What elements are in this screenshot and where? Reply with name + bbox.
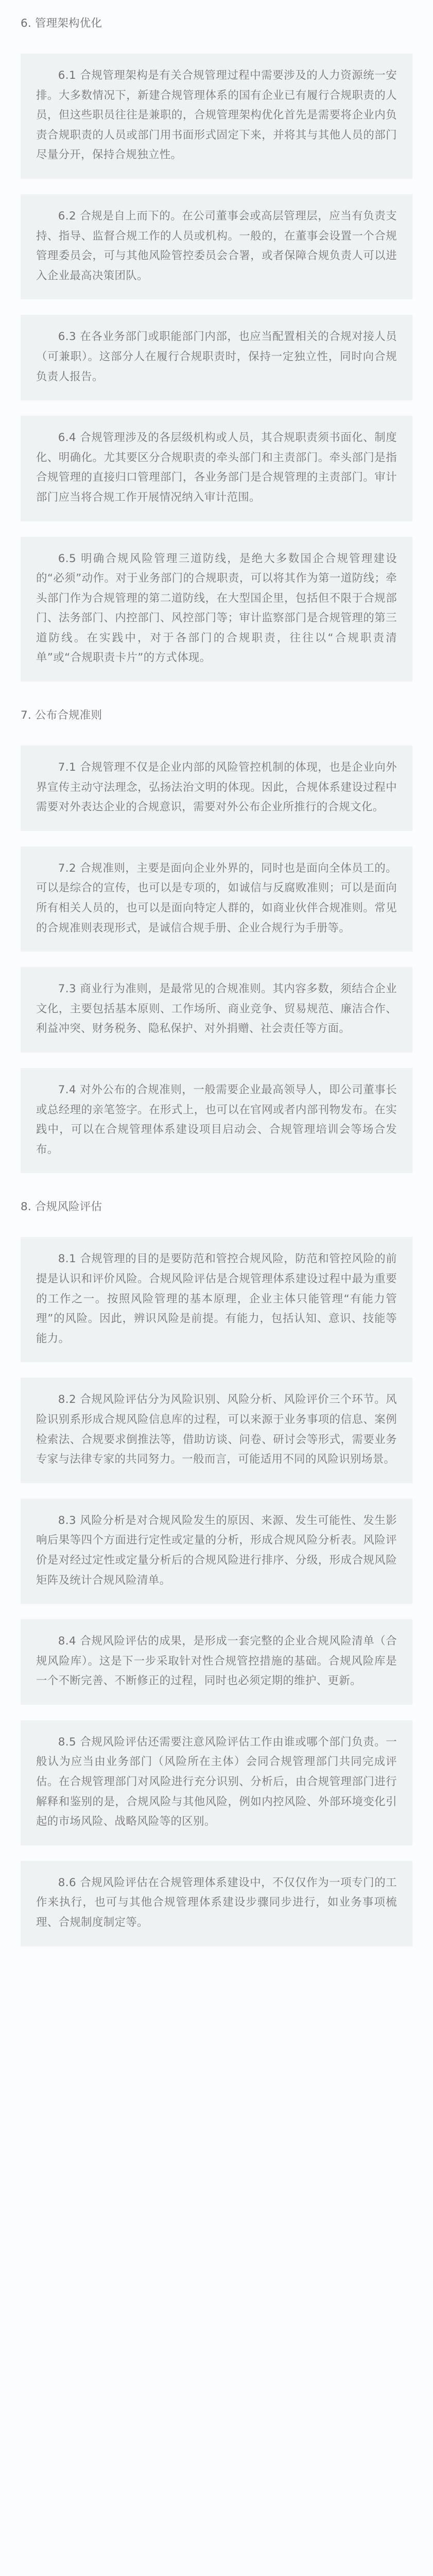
paragraph-text: 7.1 合规管理不仅是企业内部的风险管控机制的体现，也是企业向外界宣传主动守法理念，弘扬法治文明的体现。因此，合规体系建设过程中需要对外表达企业的合规意识，需要对外公布企业所推行的合规文化。 [36,761,397,814]
paragraph-card-8-3 [21,1499,412,1604]
paragraph-text: 8.1 合规管理的目的是要防范和管控合规风险，防范和管控风险的前提是认识和评价风险。合规风险评估是合规管理体系建设过程中最为重要的工作之一。按照风险管理的基本原理，企业主体只能管理“有能力管理”的风险。因此，辨识风险是前提。有能力，包括认知、意识、技能等能力。 [36,1252,397,1345]
paragraph-text: 8.6 合规风险评估在合规管理体系建设中，不仅仅作为一项专门的工作来执行，也可与其他合规管理体系建设步骤同步进行，如业务事项梳理、合规制度制定等。 [36,1876,397,1929]
paragraph-card-7-2 [21,846,412,952]
paragraph-card-7-3 [21,967,412,1053]
paragraph-text: 6.1 合规管理架构是有关合规管理过程中需要涉及的人力资源统一安排。大多数情况下，新建合规管理体系的国有企业已有履行合规职责的人员，但这些职员往往是兼职的，合规管理架构优化首先是需要将企业内负责合规职责的人员或部门用书面形式固定下来，并将其与其他人员的部门尽量分开，保持合规独立性。 [36,69,397,162]
paragraph-card-8-5 [21,1720,412,1845]
paragraph-card-6-2 [21,194,412,299]
section-title-6: 6. 管理架构优化 [21,17,102,30]
paragraph-text: 6.3 在各业务部门或职能部门内部，也应当配置相关的合规对接人员（可兼职）。这部分人在履行合规职责时，保持一定独立性，同时向合规负责人报告。 [36,330,397,383]
paragraph-card-6-3 [21,315,412,400]
paragraph-card-6-1 [21,54,412,179]
paragraph-text: 6.4 合规管理涉及的各层级机构或人员，其合规职责须书面化、制度化、明确化。尤其要区分合规职责的牵头部门和主责部门。牵头部门是指合规管理的直接归口管理部门，各业务部门是合规管理的主责部门。审计部门应当将合规工作开展情况纳入审计范围。 [36,431,397,504]
paragraph-card-8-2 [21,1378,412,1483]
paragraph-card-8-4 [21,1619,412,1705]
paragraph-text: 8.5 合规风险评估还需要注意风险评估工作由谁或哪个部门负责。一般认为应当由业务部门（风险所在主体）会同合规管理部门共同完成评估。在合规管理部门对风险进行充分识别、分析后，由合规管理部门进行解释和鉴别的是，合规风险与其他风险，例如内控风险、外部环境变化引起的市场风险、战略风险等的区别。 [36,1735,397,1828]
section-spacer [0,682,433,701]
paragraph-text: 8.3 风险分析是对合规风险发生的原因、来源、发生可能性、发生影响后果等四个方面进行定性或定量的分析，形成合规风险分析表。风险评价是对经过定性或定量分析后的合规风险进行排序、分级，形成合规风险矩阵及统计合规风险清单。 [36,1514,397,1587]
paragraph-card-7-4 [21,1068,412,1173]
paragraph-text: 7.4 对外公布的合规准则，一般需要企业最高领导人，即公司董事长或总经理的亲笔签字。在形式上，也可以在官网或者内部刊物发布。在实践中，可以在合规管理体系建设项目启动会、合规管理培训会等场合发布。 [36,1083,397,1156]
paragraph-card-6-4 [21,416,412,521]
paragraph-text: 7.3 商业行为准则，是最常见的合规准则。其内容多数，须结合企业文化，主要包括基本原则、工作场所、商业竞争、贸易规范、廉洁合作、利益冲突、财务税务、隐私保护、对外捐赠、社会责任等方面。 [36,982,397,1036]
paragraph-card-8-6 [21,1861,412,1946]
paragraph-text: 6.5 明确合规风险管理三道防线，是绝大多数国企合规管理建设的“必须”动作。对于业务部门的合规职责，可以将其作为第一道防线；牵头部门作为合规管理的第二道防线，在大型国企里，包括但不限于合规部门、法务部门、内控部门、风控部门等；审计监察部门是合规管理的第三道防线。在实践中，对于各部门的合规职责，往往以“合规职责清单”或“合规职责卡片”的方式体现。 [36,552,397,665]
paragraph-card-6-5 [21,537,412,682]
paragraph-text: 6.2 合规是自上而下的。在公司董事会或高层管理层，应当有负责支持、指导、监督合规工作的人员或机构。一般的，在董事会设置一个合规管理委员会，可与其他风险管控委员会合署，或者保障合规负责人可以进入企业最高决策团队。 [36,209,397,282]
section-title-8: 8. 合规风险评估 [21,1200,102,1214]
paragraph-text: 8.4 合规风险评估的成果，是形成一套完整的企业合规风险清单（合规风险库）。这是下一步采取针对性合规管控措施的基础。合规风险库是一个不断完善、不断修正的过程，同时也必须定期的维护、更新。 [36,1635,397,1688]
paragraph-card-8-1 [21,1237,412,1362]
paragraph-text: 8.2 合规风险评估分为风险识别、风险分析、风险评价三个环节。风险识别系形成合规风险信息库的过程，可以来源于业务事项的信息、案例检索法、合规要求倒推法等，借助访谈、问卷、研讨会等形式，需要业务专家与法律专家的共同努力。一般而言，可能适用不同的风险识别场景。 [36,1393,397,1466]
section-title-7: 7. 公布合规准则 [21,709,102,722]
paragraph-card-7-1 [21,745,412,831]
paragraph-text: 7.2 合规准则，主要是面向企业外界的，同时也是面向全体员工的。可以是综合的宣传，也可以是专项的，如诚信与反腐败准则；可以是面向所有相关人员的，也可以是面向特定人群的，如商业伙伴合规准则。常见的合规准则表现形式，是诚信合规手册、企业合规行为手册等。 [36,861,397,935]
section-spacer [0,1173,433,1193]
